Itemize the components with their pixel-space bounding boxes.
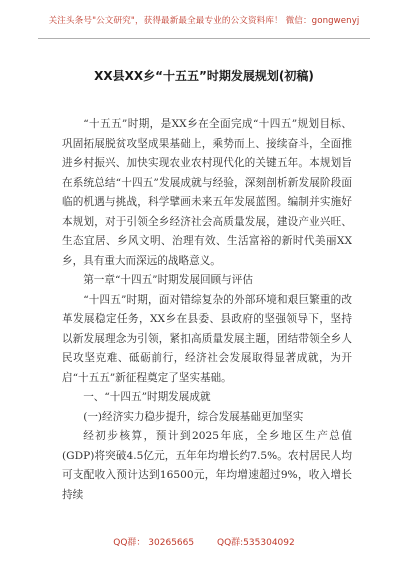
economy-paragraph: 经初步核算，预计到2025年底，全乡地区生产总值(GDP)将突破4.5亿元，五年年均增长约7.5%。农村居民人均可支配收入预计达到16500元，年均增速超过9%，收入增长持续 [62, 430, 352, 501]
footer-qq-group-1: QQ群： 30265665 [113, 538, 195, 548]
header-note: 关注头条号"公文研究"，获得最新最全最专业的公文资料库！ 微信：gongwenyj [48, 16, 360, 26]
chapter-heading: 第一章“十四五”时期发展回顾与评估 [83, 274, 253, 286]
header-divider [38, 38, 370, 39]
subsection-heading: (一)经济实力稳步提升，综合发展基础更加坚实 [83, 410, 304, 423]
review-paragraph: “十四五”时期，面对错综复杂的外部环境和艰巨繁重的改革发展稳定任务，XX乡在县委、县政府的坚强领导下，坚持以新发展理念为引领，紧扣高质量发展主题，团结带领全乡人民攻坚克难、砥砺前行，经济社会发展取得显著成就，为开启“十五五”新征程奠定了坚实基础。 [62, 293, 352, 384]
section-heading: 一、“十四五”时期发展成就 [83, 391, 211, 403]
footer-contacts [0, 535, 408, 548]
document-title: XX县XX乡“十五五”时期发展规划(初稿) [94, 69, 314, 83]
document-body [62, 115, 352, 505]
intro-paragraph: “十五五”时期，是XX乡在全面完成“十四五”规划目标、巩固拓展脱贫攻坚成果基础上，乘势而上、接续奋斗，全面推进乡村振兴、加快实现农业农村现代化的关键五年。本规划旨在系统总结“十四五”发展成就与经验，深刻剖析新发展阶段面临的机遇与挑战，科学擘画未来五年发展蓝图。编制并实施好本规划，对于引领全乡经济社会高质量发展，建设产业兴旺、生态宜居、乡风文明、治理有效、生活富裕的新时代美丽XX乡，具有重大而深远的战略意义。 [62, 118, 352, 267]
footer-qq-group-2: QQ群:535304092 [216, 538, 295, 548]
